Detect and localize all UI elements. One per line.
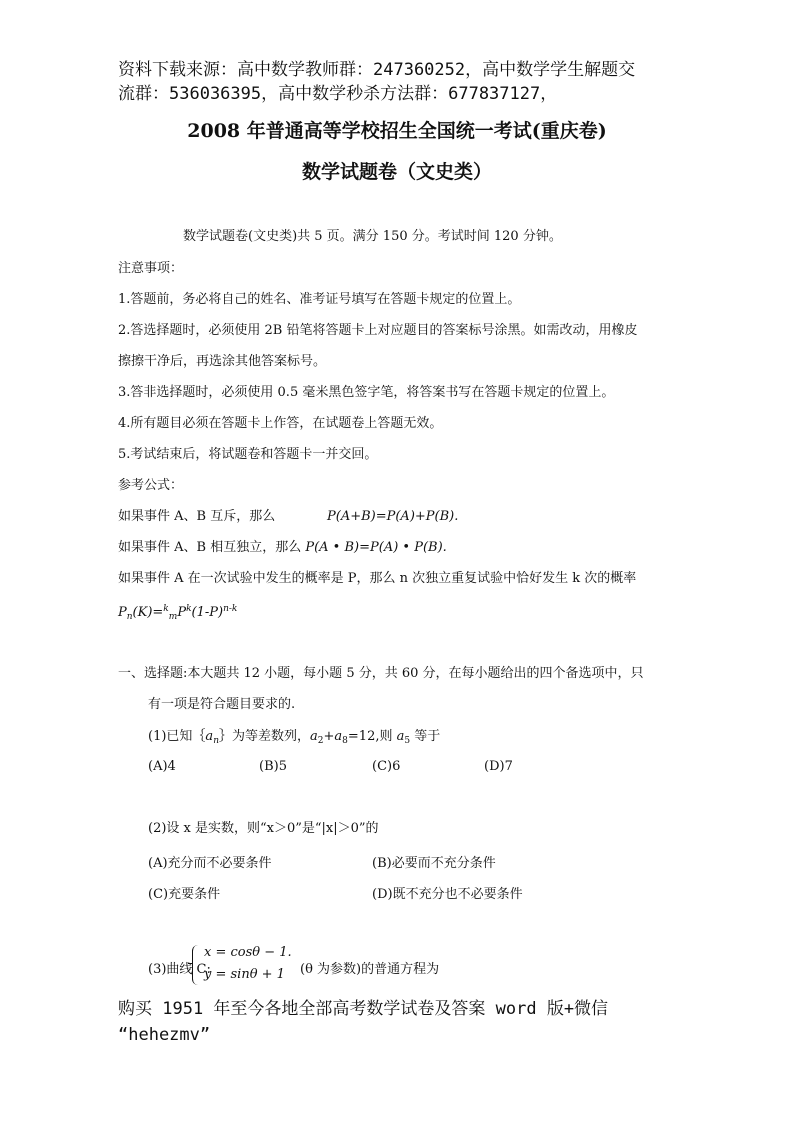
q1-stem: [148, 728, 440, 750]
header-line-2: 流群：536036395，高中数学秒杀方法群：677837127，: [118, 84, 558, 104]
f4-rest: (1-P): [191, 605, 224, 620]
q2-option-a: (A)充分而不必要条件: [148, 856, 272, 871]
left-brace: [192, 945, 201, 985]
f4-m: m: [168, 612, 178, 622]
footer-line-2: “hehezmv”: [118, 1025, 211, 1045]
q1-h: 等于: [410, 729, 441, 744]
q1-c: a: [310, 729, 318, 744]
q1-option-d: (D)7: [484, 759, 513, 774]
q1-g: a: [396, 729, 405, 744]
header-line-1: 资料下载来源：高中数学教师群：247360252，高中数学学生解题交: [118, 60, 636, 80]
q1-f: =12,则: [347, 729, 397, 744]
q1-g5: 5: [404, 736, 411, 746]
q3-stem-a: (3)曲线 C:: [148, 962, 211, 977]
formulas-heading: 参考公式：: [118, 478, 184, 493]
formula-2-expr: P(A • B)=P(A) • P(B).: [305, 540, 447, 555]
f4-n: n: [126, 612, 133, 622]
q1-d: +: [323, 729, 335, 744]
note-item-1: 1.答题前，务必将自己的姓名、准考证号填写在答题卡规定的位置上。: [118, 292, 521, 307]
f4-ksup: k: [163, 604, 169, 614]
q1-option-c: (C)6: [372, 759, 401, 774]
formula-2-text: 如果事件 A、B 相互独立，那么: [118, 540, 306, 555]
q1-e8: 8: [342, 736, 348, 746]
q3-eq-2: y = sinθ + 1: [204, 967, 285, 982]
q2-option-d: (D)既不充分也不必要条件: [372, 887, 523, 902]
formula-4: [118, 600, 237, 626]
exam-subtitle: 数学试题卷（文史类）: [301, 161, 492, 183]
note-item-3: 3.答非选择题时，必须使用 0.5 毫米黑色签字笔，将答案书写在答题卡规定的位置上。: [118, 385, 615, 400]
f4-k: (K)=: [132, 605, 164, 620]
q1-e: a: [334, 729, 343, 744]
q1-n: n: [213, 736, 219, 746]
q3-stem-b: (θ 为参数)的普通方程为: [300, 962, 440, 977]
footer-banner: [118, 996, 678, 1048]
formula-2: [118, 539, 447, 557]
f4-p: P: [118, 605, 127, 620]
section1-line-1: 一、选择题:本大题共 12 小题，每小题 5 分，共 60 分，在每小题给出的四个备选项中，只: [118, 666, 644, 681]
note-item-2: 2.答选择题时，必须使用 2B 铅笔将答题卡上对应题目的答案标号涂黑。如需改动，用橡皮: [118, 323, 638, 338]
exam-title: 2008 年普通高等学校招生全国统一考试(重庆卷): [187, 120, 607, 142]
q1-option-b: (B)5: [259, 759, 287, 774]
note-item-5: 5.考试结束后，将试题卷和答题卡一并交回。: [118, 447, 378, 462]
footer-line-1: 购买 1951 年至今各地全部高考数学试卷及答案 word 版+微信: [118, 999, 609, 1019]
f4-restsup: n-k: [223, 604, 238, 614]
q2-stem: (2)设 x 是实数，则“x＞0”是“|x|＞0”的: [148, 821, 379, 836]
f4-Psup: k: [186, 604, 192, 614]
q1-b: ｝为等差数列，: [218, 729, 310, 744]
f4-P: P: [177, 605, 187, 620]
formula-3-text: 如果事件 A 在一次试验中发生的概率是 P，那么 n 次独立重复试验中恰好发生 k 次的概率: [118, 571, 637, 586]
section1-line-2: 有一项是符合题目要求的.: [148, 697, 296, 712]
header-banner: [118, 58, 718, 106]
formula-1: P(A+B)=P(A)+P(B).: [327, 509, 459, 524]
note-item-2-cont: 擦擦干净后，再选涂其他答案标号。: [118, 354, 327, 369]
q2-option-b: (B)必要而不充分条件: [372, 856, 496, 871]
q1-c2: 2: [317, 736, 324, 746]
q1-a: (1)已知｛: [148, 729, 206, 744]
q3-eq-1: x = cosθ − 1.: [204, 945, 292, 960]
q2-option-c: (C)充要条件: [148, 887, 221, 902]
left-brace-tip: [188, 963, 193, 964]
q1-an: a: [205, 729, 214, 744]
notes-heading: 注意事项：: [118, 261, 184, 276]
formula-1-text: 如果事件 A、B 互斥，那么: [118, 509, 276, 524]
intro-text: 数学试题卷(文史类)共 5 页。满分 150 分。考试时间 120 分钟。: [183, 229, 562, 244]
note-item-4: 4.所有题目必须在答题卡上作答，在试题卷上答题无效。: [118, 416, 443, 431]
q1-option-a: (A)4: [148, 759, 176, 774]
